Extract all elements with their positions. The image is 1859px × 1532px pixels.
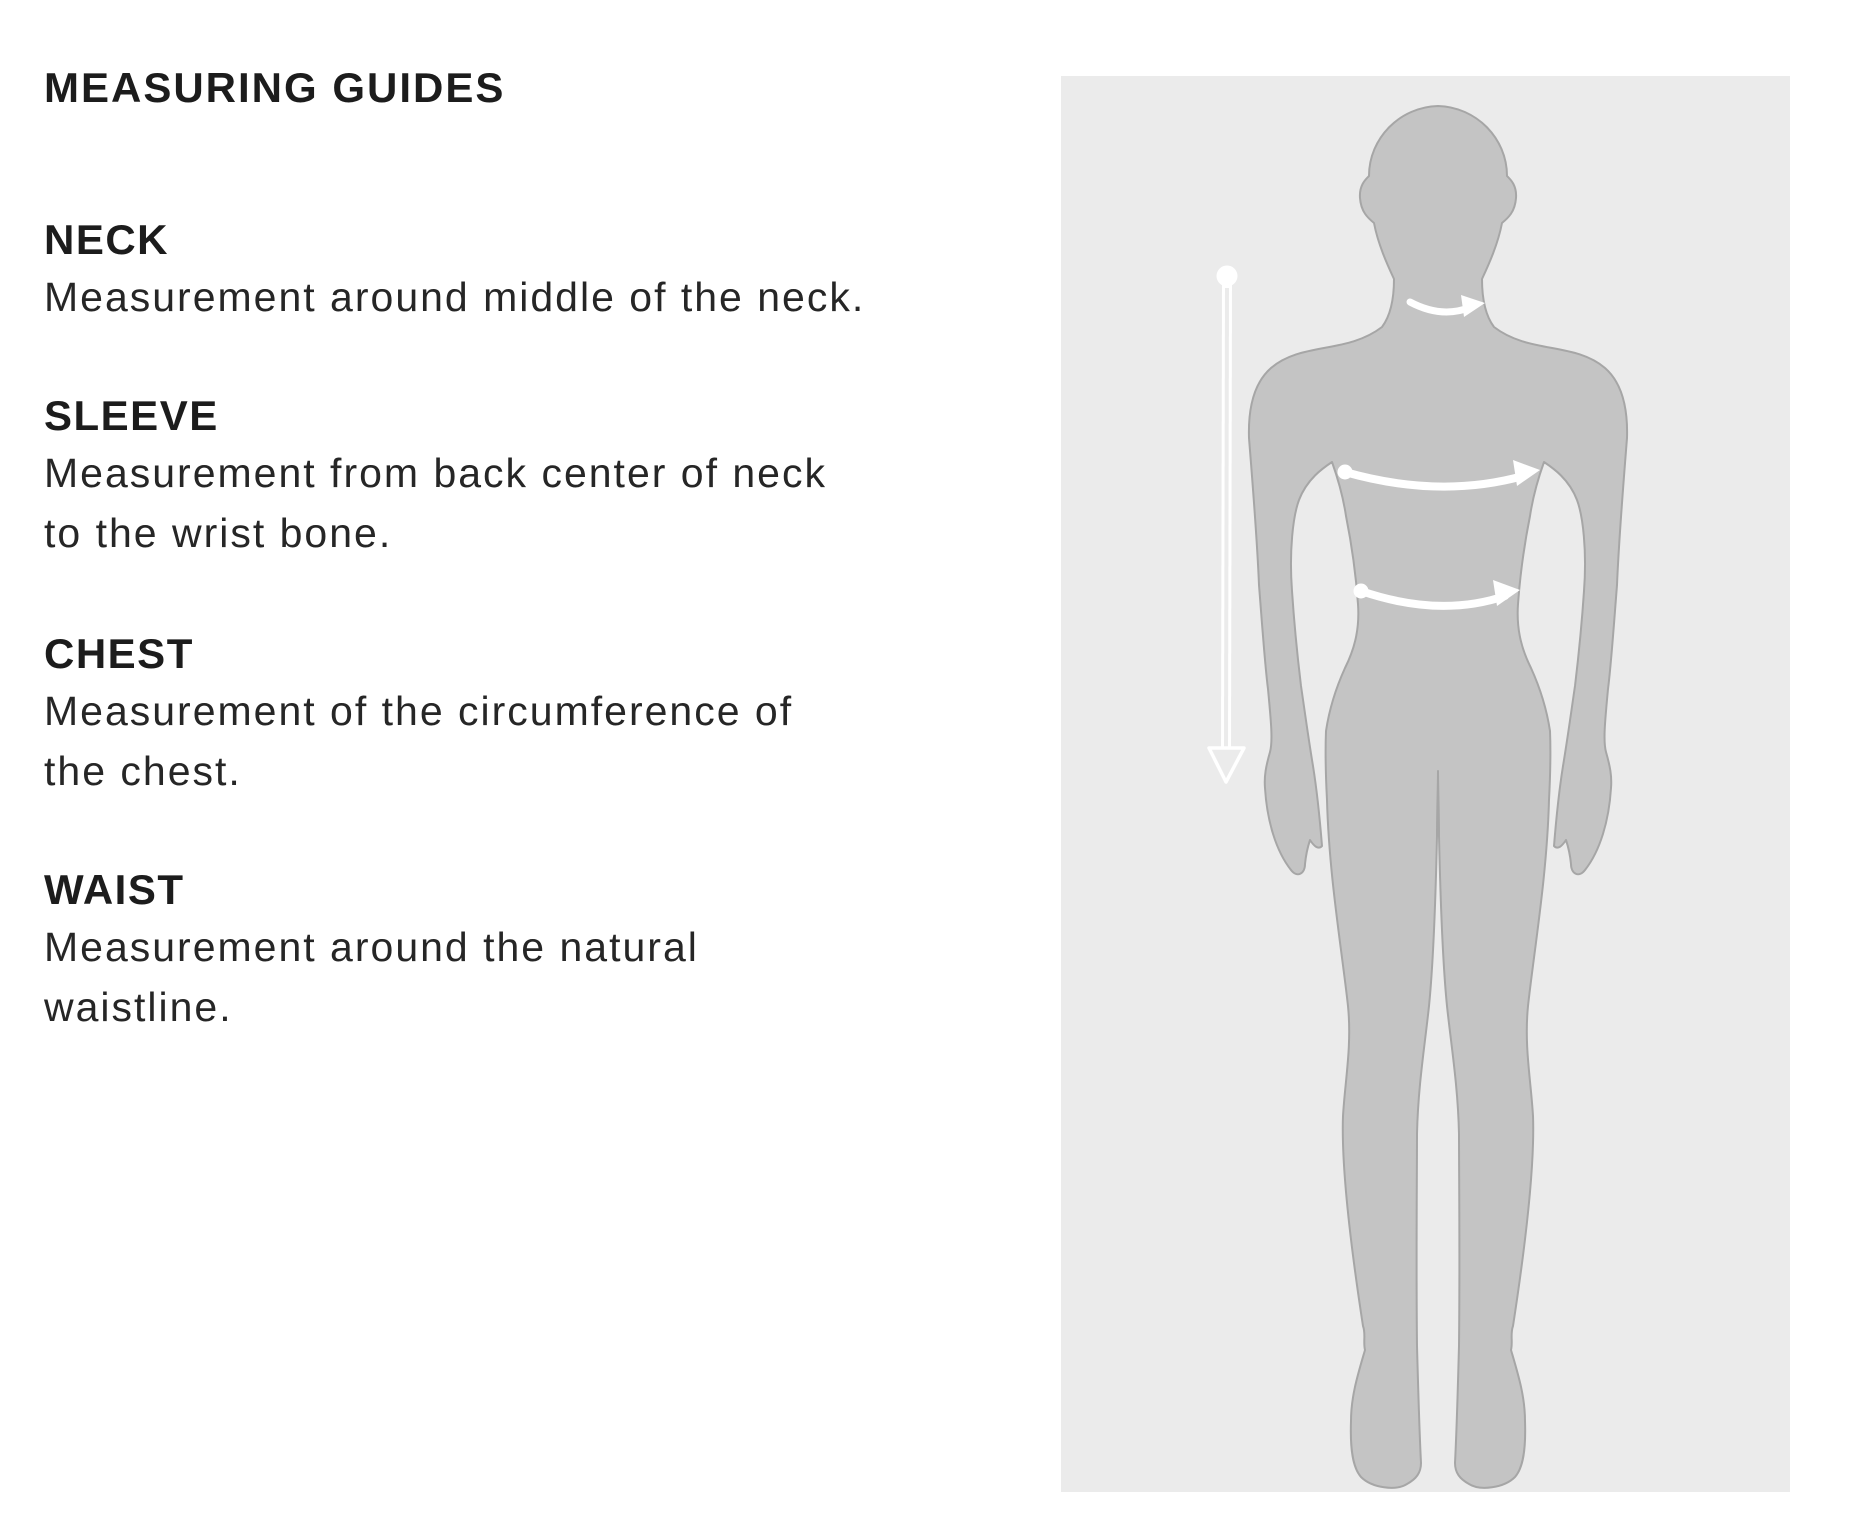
sleeve-description-line: to the wrist bone.	[44, 510, 393, 556]
waist-description	[44, 917, 699, 1037]
body-measurement-illustration	[1061, 76, 1790, 1492]
chest-heading: CHEST	[44, 630, 194, 677]
waist-heading: WAIST	[44, 866, 185, 913]
chest-description	[44, 681, 793, 801]
waist-description-line: waistline.	[44, 984, 233, 1030]
neck-description	[44, 267, 865, 327]
measuring-figure-panel	[1061, 76, 1790, 1492]
neck-heading: NECK	[44, 216, 170, 263]
sleeve-heading: SLEEVE	[44, 392, 219, 439]
neck-description-line: Measurement around middle of the neck.	[44, 274, 866, 320]
sleeve-length-arrow	[1209, 266, 1244, 783]
sleeve-description	[44, 443, 827, 563]
chest-description-line: the chest.	[44, 748, 242, 794]
section-sleeve	[44, 394, 827, 563]
section-chest	[44, 632, 793, 801]
section-waist	[44, 868, 699, 1037]
section-neck	[44, 218, 865, 327]
chest-description-line: Measurement of the circumference of	[44, 688, 794, 734]
waist-description-line: Measurement around the natural	[44, 924, 699, 970]
sleeve-description-line: Measurement from back center of neck	[44, 450, 827, 496]
page-title: MEASURING GUIDES	[44, 64, 506, 111]
